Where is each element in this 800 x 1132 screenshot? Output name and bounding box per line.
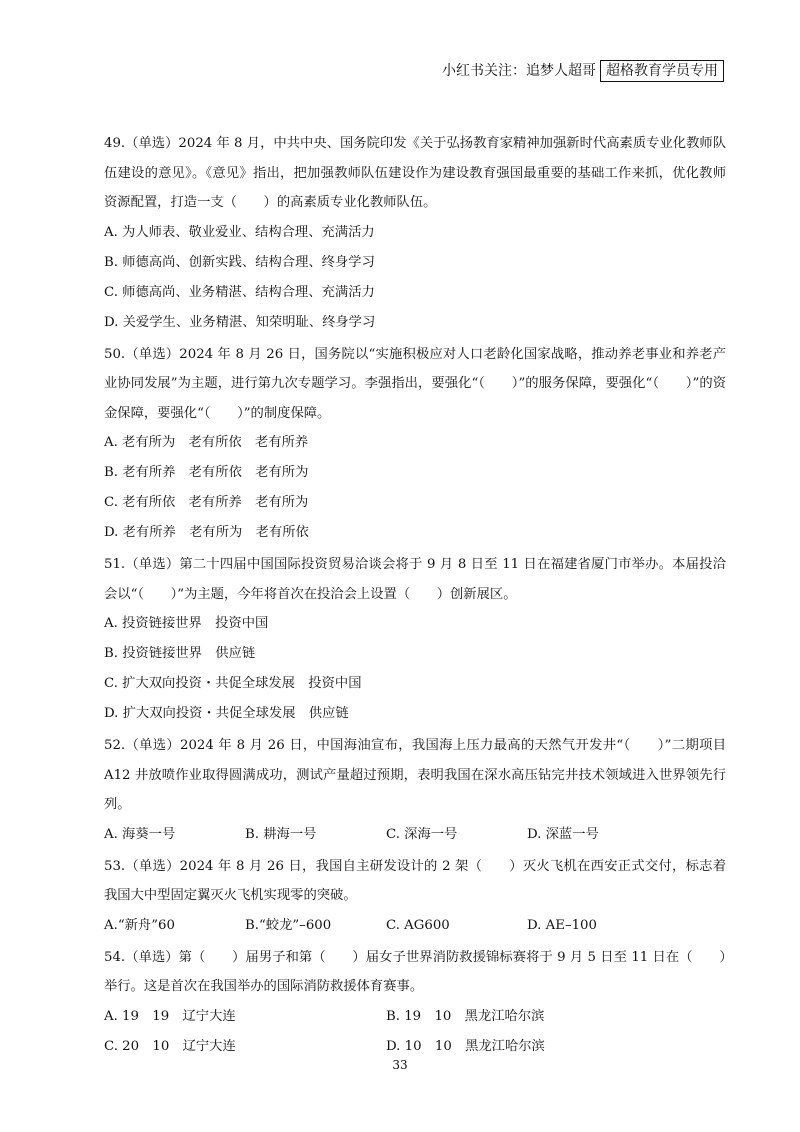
option-d: D. 关爱学生、业务精湛、知荣明耻、终身学习 — [104, 314, 376, 330]
option-a: A. 19 19 辽宁大连 — [104, 1008, 236, 1024]
option-c: C. 20 10 辽宁大连 — [104, 1038, 236, 1054]
question-53 — [104, 852, 726, 941]
option-d: D. AE–100 — [527, 917, 597, 933]
question-51 — [104, 550, 726, 729]
option-b: B. 师德高尚、创新实践、结构合理、终身学习 — [104, 254, 375, 270]
header-badge: 超格教育学员专用 — [600, 60, 724, 82]
option-b: B. 投资链接世界 供应链 — [104, 646, 256, 661]
option-a: A. 老有所为 老有所依 老有所养 — [104, 435, 309, 450]
option-d: D. 老有所养 老有所为 老有所依 — [104, 525, 309, 540]
question-list — [104, 127, 726, 1062]
option-d: D. 扩大双向投资・共促全球发展 供应链 — [104, 706, 349, 721]
question-stem: 50.（单选）2024 年 8 月 26 日，国务院以“实施积极应对人口老龄化国家战略，推动养老事业和养老产业协同发展”为主题，进行第九次专题学习。李强指出，要强化“（ ）”的服务保障，要强化“（ ）”的资金保障，要强化“（ ）”的制度保障。 — [104, 346, 726, 421]
option-b: B. 19 10 黑龙江哈尔滨 — [386, 1008, 545, 1024]
option-d: D. 深蓝一号 — [527, 826, 599, 842]
question-stem: 53.（单选）2024 年 8 月 26 日，我国自主研发设计的 2 架（ ）灭火飞机在西安正式交付，标志着我国大中型固定翼灭火飞机实现零的突破。 — [104, 858, 726, 903]
option-c: C. AG600 — [386, 917, 450, 933]
question-49 — [104, 129, 726, 338]
option-d: D. 10 10 黑龙江哈尔滨 — [386, 1038, 545, 1054]
question-stem: 51.（单选）第二十四届中国国际投资贸易洽谈会将于 9 月 8 日至 11 日在福建省厦门市举办。本届投洽会以“（ ）”为主题，今年将首次在投洽会上设置（ ）创新展区。 — [104, 557, 726, 602]
question-52 — [104, 731, 726, 850]
question-stem: 49.（单选）2024 年 8 月，中共中央、国务院印发《关于弘扬教育家精神加强新时代高素质专业化教师队伍建设的意见》。《意见》指出，把加强教师队伍建设作为建设教育强国最重要的基础工作来抓，优化教师资源配置，打造一支（ ）的高素质专业化教师队伍。 — [104, 136, 726, 210]
option-c: C. 扩大双向投资・共促全球发展 投资中国 — [104, 676, 362, 691]
option-b: B. 老有所养 老有所依 老有所为 — [104, 465, 309, 480]
question-stem: 52.（单选）2024 年 8 月 26 日，中国海油宣布，我国海上压力最高的天然气开发井“（ ）”二期项目 A12 井放喷作业取得圆满成功，测试产量超过预期，表明我国在深水高压钻完井技术领域进入世界领先行列。 — [104, 738, 726, 812]
option-a: A. 投资链接世界 投资中国 — [104, 616, 269, 631]
option-a: A. 为人师表、敬业爱业、结构合理、充满活力 — [104, 224, 375, 240]
option-c: C. 深海一号 — [386, 826, 458, 842]
option-row — [104, 1002, 726, 1032]
option-row — [104, 1032, 726, 1062]
page-number: 33 — [392, 1058, 408, 1072]
option-a: A. 海葵一号 — [104, 826, 176, 842]
option-row — [104, 911, 726, 941]
option-c: C. 老有所依 老有所养 老有所为 — [104, 495, 309, 510]
option-a: A.“新舟”60 — [104, 917, 175, 933]
option-c: C. 师德高尚、业务精湛、结构合理、充满活力 — [104, 284, 375, 300]
question-50 — [104, 340, 726, 549]
option-row — [104, 820, 726, 850]
option-b: B.“蛟龙”–600 — [245, 917, 332, 933]
option-b: B. 耕海一号 — [245, 826, 317, 842]
question-54 — [104, 943, 726, 1062]
page-header — [442, 60, 724, 82]
header-follow-text: 小红书关注：追梦人超哥 — [442, 63, 596, 79]
question-stem: 54.（单选）第（ ）届男子和第（ ）届女子世界消防救援锦标赛将于 9 月 5 日至 11 日在（ ）举行。这是首次在我国举办的国际消防救援体育赛事。 — [104, 949, 726, 994]
